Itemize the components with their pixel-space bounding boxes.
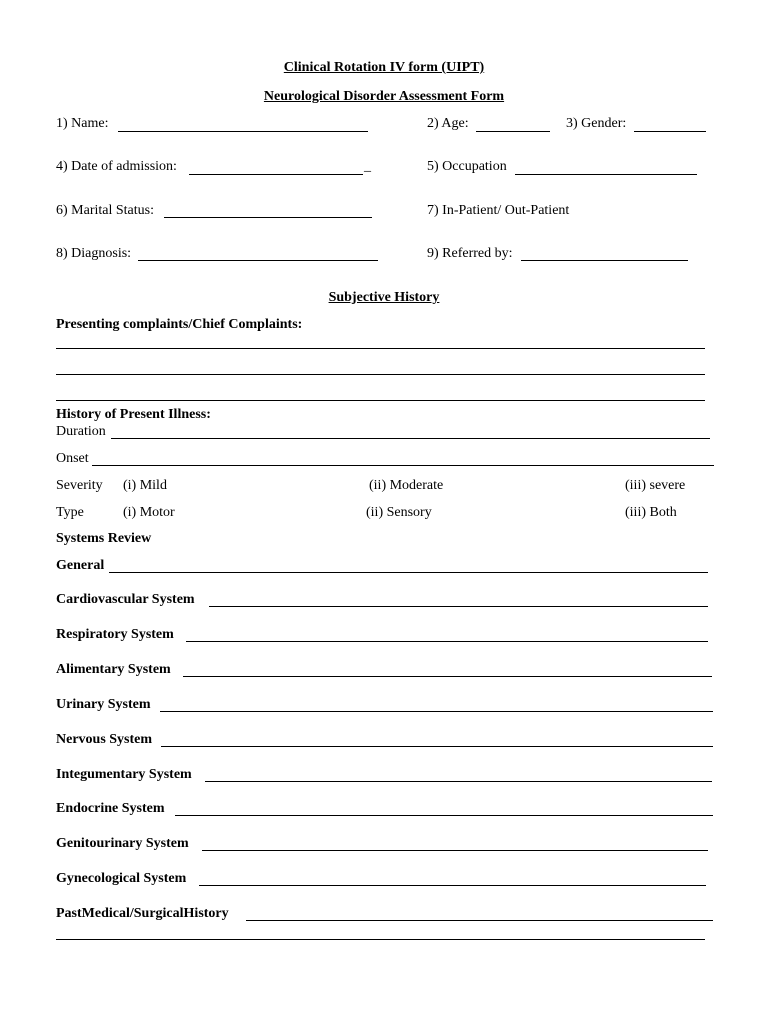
date-of-admission-field[interactable] [189,174,363,175]
type-option-sensory[interactable]: (ii) Sensory [366,505,432,520]
type-option-both[interactable]: (iii) Both [625,505,677,520]
system-field-gynecological[interactable] [199,885,706,886]
gender-field[interactable] [634,131,706,132]
date-of-admission-label: 4) Date of admission: [56,159,177,174]
duration-label: Duration [56,424,106,439]
diagnosis-field[interactable] [138,260,378,261]
system-field-genitourinary[interactable] [202,850,708,851]
severity-option-severe[interactable]: (iii) severe [625,478,686,493]
complaints-line-3[interactable] [56,400,705,401]
complaints-line-1[interactable] [56,348,705,349]
name-field[interactable] [118,131,368,132]
system-label-urinary: Urinary System [56,697,151,712]
system-field-endocrine[interactable] [175,815,713,816]
form-title: Clinical Rotation IV form (UIPT) [283,60,485,75]
system-label-past-medical-surgical-history: PastMedical/SurgicalHistory [56,906,229,921]
diagnosis-label: 8) Diagnosis: [56,246,132,261]
system-label-respiratory: Respiratory System [56,627,174,642]
type-label: Type [56,505,84,520]
system-label-integumentary: Integumentary System [56,767,192,782]
system-label-nervous: Nervous System [56,732,153,747]
name-label: 1) Name: [56,116,109,131]
onset-field[interactable] [92,465,714,466]
system-field-urinary[interactable] [160,711,713,712]
gender-label: 3) Gender: [566,116,627,131]
date-trailing-mark: _ [364,159,371,174]
system-label-general: General [56,558,105,573]
severity-label: Severity [56,478,103,493]
system-label-gynecological: Gynecological System [56,871,187,886]
type-option-motor[interactable]: (i) Motor [123,505,175,520]
system-field-general[interactable] [109,572,708,573]
system-field-past-medical-surgical-history[interactable] [246,920,713,921]
system-field-alimentary[interactable] [183,676,712,677]
complaints-line-2[interactable] [56,374,705,375]
age-label: 2) Age: [427,116,469,131]
system-label-alimentary: Alimentary System [56,662,171,677]
system-label-genitourinary: Genitourinary System [56,836,189,851]
systems-review-heading: Systems Review [56,531,152,546]
form-subtitle: Neurological Disorder Assessment Form [263,89,505,104]
age-field[interactable] [476,131,550,132]
severity-option-moderate[interactable]: (ii) Moderate [369,478,444,493]
presenting-complaints-label: Presenting complaints/Chief Complaints: [56,317,303,332]
marital-status-field[interactable] [164,217,372,218]
system-field-respiratory[interactable] [186,641,708,642]
hpi-heading: History of Present Illness: [56,407,211,422]
severity-option-mild[interactable]: (i) Mild [123,478,167,493]
occupation-field[interactable] [515,174,697,175]
system-label-endocrine: Endocrine System [56,801,165,816]
system-field-integumentary[interactable] [205,781,712,782]
duration-field[interactable] [111,438,710,439]
occupation-label: 5) Occupation [427,159,507,174]
system-label-cardiovascular: Cardiovascular System [56,592,195,607]
system-field-cardiovascular[interactable] [209,606,708,607]
referred-by-label: 9) Referred by: [427,246,513,261]
system-field-nervous[interactable] [161,746,713,747]
patient-type-label: 7) In-Patient/ Out-Patient [427,203,570,218]
marital-status-label: 6) Marital Status: [56,203,154,218]
past-history-extra-line[interactable] [56,939,705,940]
onset-label: Onset [56,451,89,466]
referred-by-field[interactable] [521,260,688,261]
subjective-history-heading: Subjective History [328,290,440,305]
